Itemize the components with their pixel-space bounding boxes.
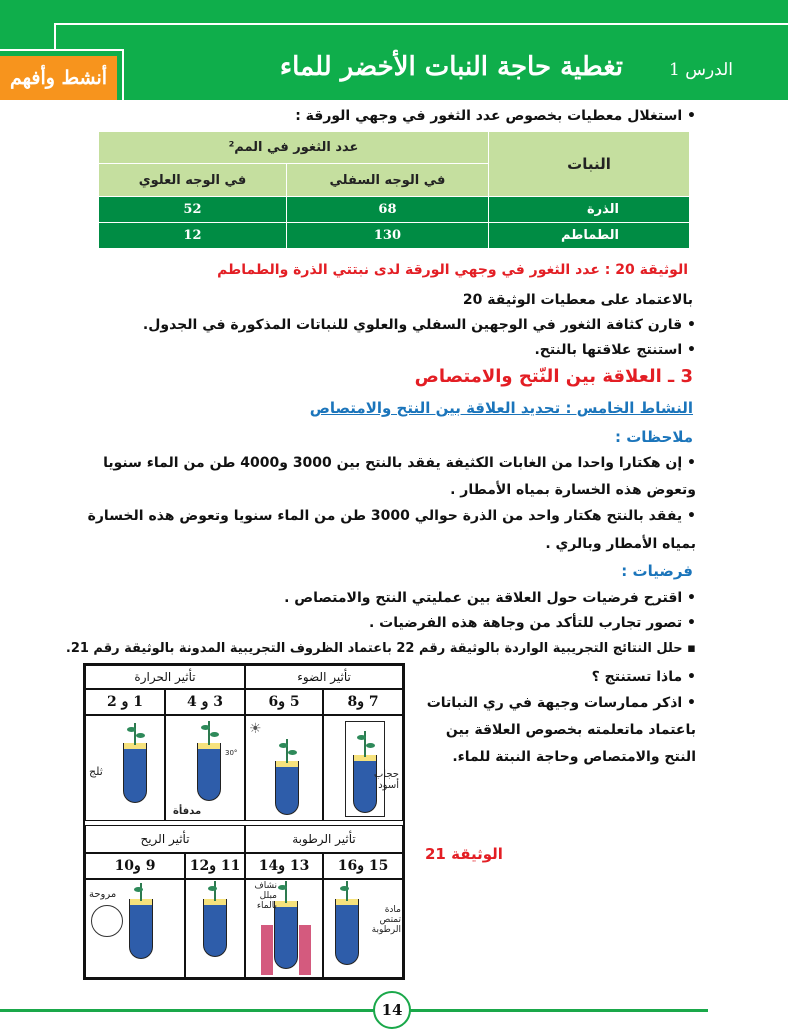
leaf-icon <box>366 743 375 748</box>
observation-2: • يفقد بالنتح هكتار واحد من الذرة حوالي 3000 طن من الماء سنويا وتعوض هذه الخسارة <box>87 508 696 524</box>
black-cover-label: حجاب أسود <box>373 769 399 791</box>
test-tube-icon <box>129 899 153 959</box>
cell-upper: 52 <box>99 197 287 223</box>
test-tube-icon <box>203 899 227 957</box>
header-lower-face: في الوجه السفلي <box>286 164 488 197</box>
test-tube-icon <box>274 901 298 969</box>
experiment-figure <box>83 663 405 980</box>
fan-label: مروحة <box>89 889 117 900</box>
lesson-label: الدرس 1 <box>668 60 733 80</box>
leaf-icon <box>340 886 349 891</box>
observation-1: • إن هكتارا واحدا من الغابات الكثيفة يفقد بالنتح بين 3000 و4000 طن من الماء سنويا <box>103 455 696 471</box>
observation-2-cont: بمياه الأمطار وبالري . <box>545 536 696 552</box>
header-stomata-count: عدد الثغور في المم² <box>99 132 489 164</box>
plant-icon <box>346 881 348 901</box>
fan-icon <box>91 905 123 937</box>
question-practices: • اذكر ممارسات وجيهة في ري النباتات <box>426 695 696 711</box>
setup-label: 7 و8 <box>323 689 403 715</box>
cell-upper: 12 <box>99 223 287 249</box>
leaf-icon <box>127 727 136 732</box>
footer-line <box>0 1009 708 1012</box>
question-compare: • قارن كثافة الثغور في الوجهين السفلي والعلوي للنباتات المذكورة في الجدول. <box>142 317 696 333</box>
question-conclude: • ماذا تستنتج ؟ <box>591 669 696 685</box>
plant-icon <box>285 881 287 903</box>
wet-paper-icon <box>299 925 311 975</box>
section-3-title: 3 ـ العلاقة بين النّتح والامتصاص <box>414 366 693 387</box>
heater-label: مدفأة <box>173 806 202 817</box>
header-decor-line <box>54 23 788 25</box>
stomata-table <box>98 131 690 249</box>
leaf-icon <box>279 743 288 748</box>
table-row <box>99 223 690 249</box>
setup-label: 15 و16 <box>323 853 403 879</box>
document-21-caption: الوثيقة 21 <box>425 845 503 863</box>
absorbent-label: مادة تمتص الرطوبة <box>371 905 401 935</box>
ice-label: ثلج <box>89 765 103 778</box>
cell-lower: 130 <box>286 223 488 249</box>
observation-1-cont: وتعوض هذه الخسارة بمياه الأمطار . <box>450 482 696 498</box>
test-tube-icon <box>275 761 299 815</box>
hypotheses-title: فرضيات : <box>621 562 693 580</box>
setup-label: 11 و12 <box>185 853 245 879</box>
analyze-instruction: ▪ حلل النتائج التجريبية الواردة بالوثيقة رقم 22 باعتماد الظروف التجريبية المدونة بالوثيقة رقم 21. <box>65 641 696 656</box>
leaf-icon <box>288 750 297 755</box>
leaf-icon <box>210 732 219 737</box>
leaf-icon <box>278 885 287 890</box>
leaf-icon <box>208 886 217 891</box>
cell-lower: 68 <box>286 197 488 223</box>
setup-label: 1 و 2 <box>85 689 165 715</box>
hypothesis-1: • اقترح فرضيات حول العلاقة بين عمليتي النتح والامتصاص . <box>284 590 696 606</box>
temperature-label: 30° <box>225 749 238 757</box>
header-decor-line <box>0 49 124 51</box>
table-row <box>99 197 690 223</box>
question-practices-cont: النتح والامتصاص وحاجة النبتة للماء. <box>452 749 696 765</box>
test-tube-icon <box>197 743 221 801</box>
header-decor-line <box>122 49 124 100</box>
test-tube-icon <box>335 899 359 965</box>
group-title-light: تأثير الضوء <box>245 665 403 689</box>
intro-bullet: • استغلال معطيات بخصوص عدد الثغور في وجهي الورقة : <box>295 108 696 124</box>
section-tab: أنشط وأفهم <box>0 56 117 100</box>
group-title-humidity: تأثير الرطوبة <box>245 825 403 853</box>
wet-paper-icon <box>261 925 273 975</box>
activity-title: النشاط الخامس : تحديد العلاقة بين النتح والامتصاص <box>309 399 693 417</box>
group-title-wind: تأثير الريح <box>85 825 245 853</box>
wet-paper-label: نشاف مبلل بالماء <box>254 881 277 911</box>
group-title-heat: تأثير الحرارة <box>85 665 245 689</box>
document-20-caption: الوثيقة 20 : عدد الثغور في وجهي الورقة لدى نبتتي الذرة والطماطم <box>217 262 688 278</box>
setup-label: 5 و6 <box>245 689 323 715</box>
cell-plant: الطماطم <box>489 223 690 249</box>
leaf-icon <box>136 733 145 738</box>
light-rays-icon: ☀ <box>249 721 262 737</box>
leaf-icon <box>357 735 366 740</box>
setup-label: 13 و14 <box>245 853 323 879</box>
hypothesis-2: • تصور تجارب للتأكد من وجاهة هذه الفرضيات . <box>368 615 696 631</box>
test-tube-icon <box>123 743 147 803</box>
page-number: 14 <box>373 991 411 1029</box>
header-plant: النبات <box>489 132 690 197</box>
leaf-icon <box>201 725 210 730</box>
header-upper-face: في الوجه العلوي <box>99 164 287 197</box>
setup-label: 9 و10 <box>85 853 185 879</box>
question-deduce: • استنتج علاقتها بالنتح. <box>534 342 696 358</box>
cell-plant: الذرة <box>489 197 690 223</box>
plant-icon <box>140 883 142 901</box>
leaf-icon <box>134 887 143 892</box>
question-practices-cont: باعتماد ماتعلمته بخصوص العلاقة بين <box>445 722 696 738</box>
observations-title: ملاحظات : <box>614 428 693 446</box>
header-decor-line <box>54 23 56 51</box>
setup-label: 3 و 4 <box>165 689 245 715</box>
plant-icon <box>214 881 216 901</box>
based-on-text: بالاعتماد على معطيات الوثيقة 20 <box>462 292 693 308</box>
lesson-title: تغطية حاجة النبات الأخضر للماء <box>279 52 623 82</box>
